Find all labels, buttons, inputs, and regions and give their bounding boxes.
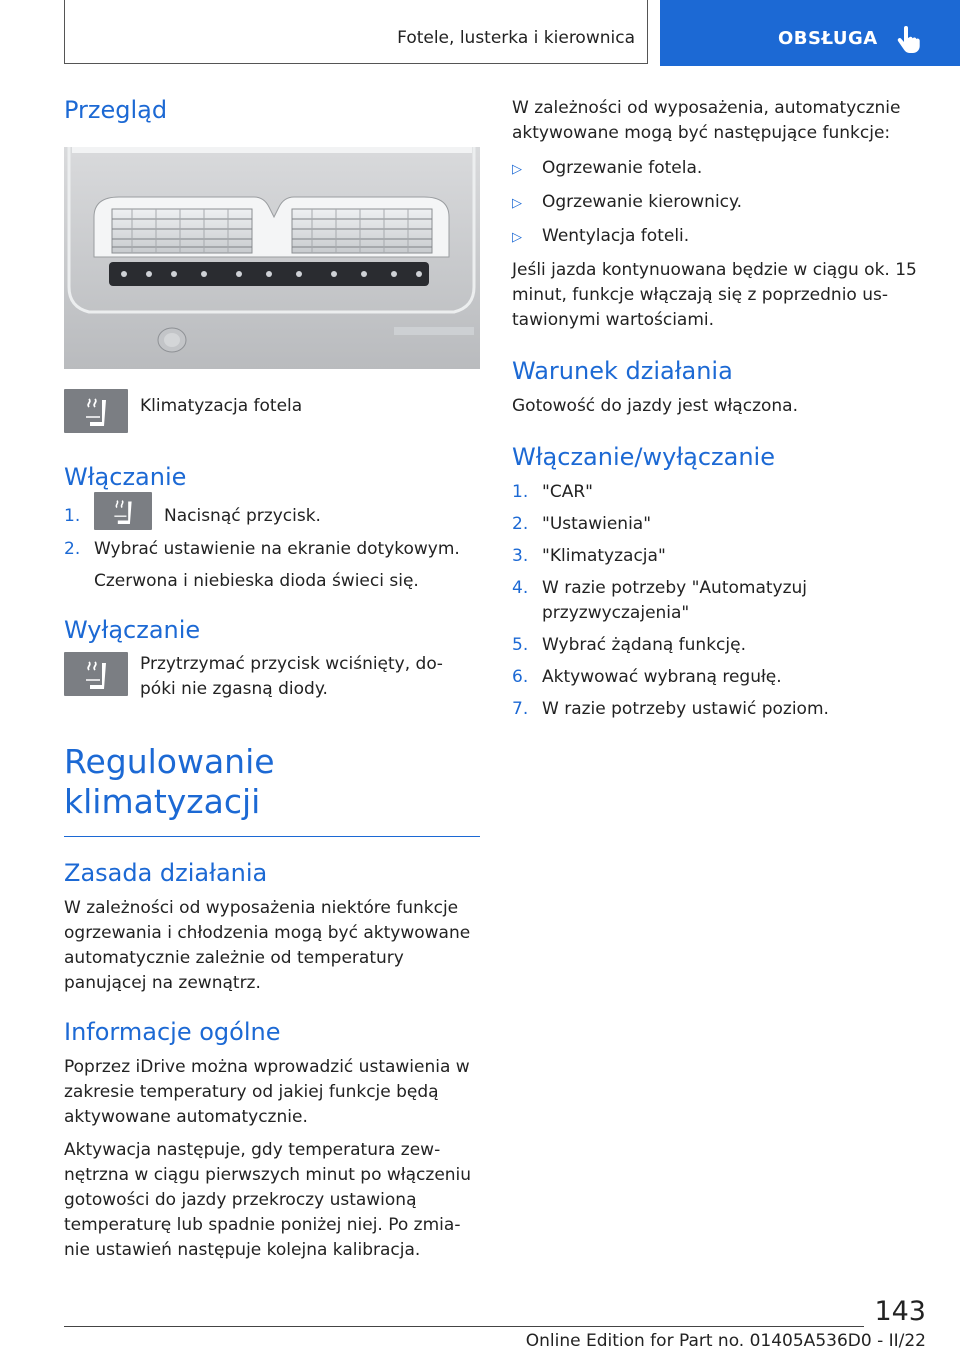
seat-climate-button-icon[interactable] [94, 492, 152, 530]
step-number: 3. [512, 545, 529, 566]
header-section-box [64, 0, 648, 64]
list-item [512, 156, 928, 182]
step-number: 2. [512, 513, 529, 534]
toggle-heading: Włączanie/wyłączanie [512, 442, 775, 471]
step-number: 1. [64, 505, 81, 526]
heading-divider [64, 836, 480, 838]
general-heading: Informacje ogólne [64, 1017, 281, 1046]
step-text: "CAR" [542, 481, 593, 502]
list-item [512, 665, 928, 690]
step-text: Aktywować wybraną regułę. [542, 666, 782, 687]
list-item [512, 576, 928, 626]
step-number: 4. [512, 577, 529, 598]
step-text: "Ustawienia" [542, 513, 652, 534]
step-number: 1. [512, 481, 529, 502]
list-item [512, 697, 928, 722]
on-note: Czerwona i niebieska dioda świeci się. [94, 570, 419, 591]
step-text: Wybrać żądaną funkcję. [542, 634, 746, 655]
off-row [64, 652, 480, 702]
continue-text: Jeśli jazda kontynuowana będzie w ciągu ok. 15 minut, funkcje włączają się z poprzednio ustawionymi wartościami. [512, 260, 917, 330]
function-text: Ogrzewanie fotela. [542, 158, 703, 178]
triangle-bullet-icon: ▷ [512, 162, 522, 177]
step-number: 6. [512, 666, 529, 687]
step-text: W razie potrzeby "Automatyzuj przyzwyczajenia" [542, 577, 808, 623]
step-text: Nacisnąć przycisk. [164, 505, 321, 526]
on-heading: Włączanie [64, 462, 187, 491]
intro-text: W zależności od wyposażenia, automatycznie aktywowane mogą być następujące funkcje: [512, 98, 901, 143]
seat-climate-label: Klimatyzacja fotela [140, 395, 303, 416]
function-text: Ogrzewanie kierownicy. [542, 192, 743, 212]
section-title: Fotele, lusterka i kierownica [397, 28, 635, 48]
overview-heading: Przegląd [64, 96, 168, 124]
seat-climate-icon[interactable] [64, 389, 128, 433]
general-text-1: Poprzez iDrive można wprowadzić ustawienia w zakresie temperatury od jakiej funkcje będą aktywowane automatycznie. [64, 1056, 470, 1127]
step-text: Wybrać ustawienie na ekranie dotykowym. [94, 538, 460, 559]
list-item [64, 504, 480, 530]
off-text: Przytrzymać przycisk wciśnięty, dopóki nie zgasną diody. [140, 654, 443, 700]
list-item [512, 512, 928, 537]
function-text: Wentylacja foteli. [542, 226, 690, 246]
on-steps [64, 504, 480, 562]
toggle-steps [512, 480, 928, 722]
list-item [512, 480, 928, 505]
chapter-tab[interactable] [660, 0, 960, 66]
seat-climate-icon[interactable] [64, 652, 128, 696]
footer-divider [64, 1326, 864, 1327]
principle-heading: Zasada działania [64, 859, 268, 888]
step-number: 5. [512, 634, 529, 655]
page-number: 143 [874, 1296, 926, 1327]
principle-text: W zależności od wyposażenia niektóre funkcje ogrzewania i chłodzenia mogą być aktywowane automatycznie zależnie od temperatury panującej na zewnątrz. [64, 897, 471, 993]
list-item [512, 190, 928, 216]
general-text-2: Aktywacja następuje, gdy temperatura zewnętrzna w ciągu pierwszych minut po włączeniu gotowości do jazdy przekroczy ustawioną temperaturę lub spadnie poniżej niej. Po zmianie ustawień następuje kolejna kalibracja. [64, 1139, 472, 1260]
list-item [64, 537, 480, 562]
chapter-tab-label: OBSŁUGA [778, 28, 878, 49]
list-item [512, 633, 928, 658]
off-heading: Wyłączanie [64, 615, 201, 644]
list-item [512, 544, 928, 569]
edition-text: Online Edition for Part no. 01405A536D0 - II/22 [525, 1331, 926, 1351]
main-heading: Regulowanie klimatyzacji [64, 742, 275, 821]
function-list [512, 156, 928, 250]
step-text: W razie potrzeby ustawić poziom. [542, 698, 829, 719]
hand-pointer-icon [896, 26, 920, 54]
step-text: "Klimatyzacja" [542, 545, 666, 566]
left-column [64, 96, 480, 1263]
list-item [512, 224, 928, 250]
condition-text: Gotowość do jazdy jest włączona. [512, 395, 798, 416]
climate-control-panel-photo [64, 147, 480, 369]
seat-climate-row [64, 389, 480, 433]
step-number: 7. [512, 698, 529, 719]
right-column [512, 96, 928, 729]
step-number: 2. [64, 538, 81, 559]
triangle-bullet-icon: ▷ [512, 196, 522, 211]
condition-heading: Warunek działania [512, 357, 733, 385]
triangle-bullet-icon: ▷ [512, 230, 522, 245]
